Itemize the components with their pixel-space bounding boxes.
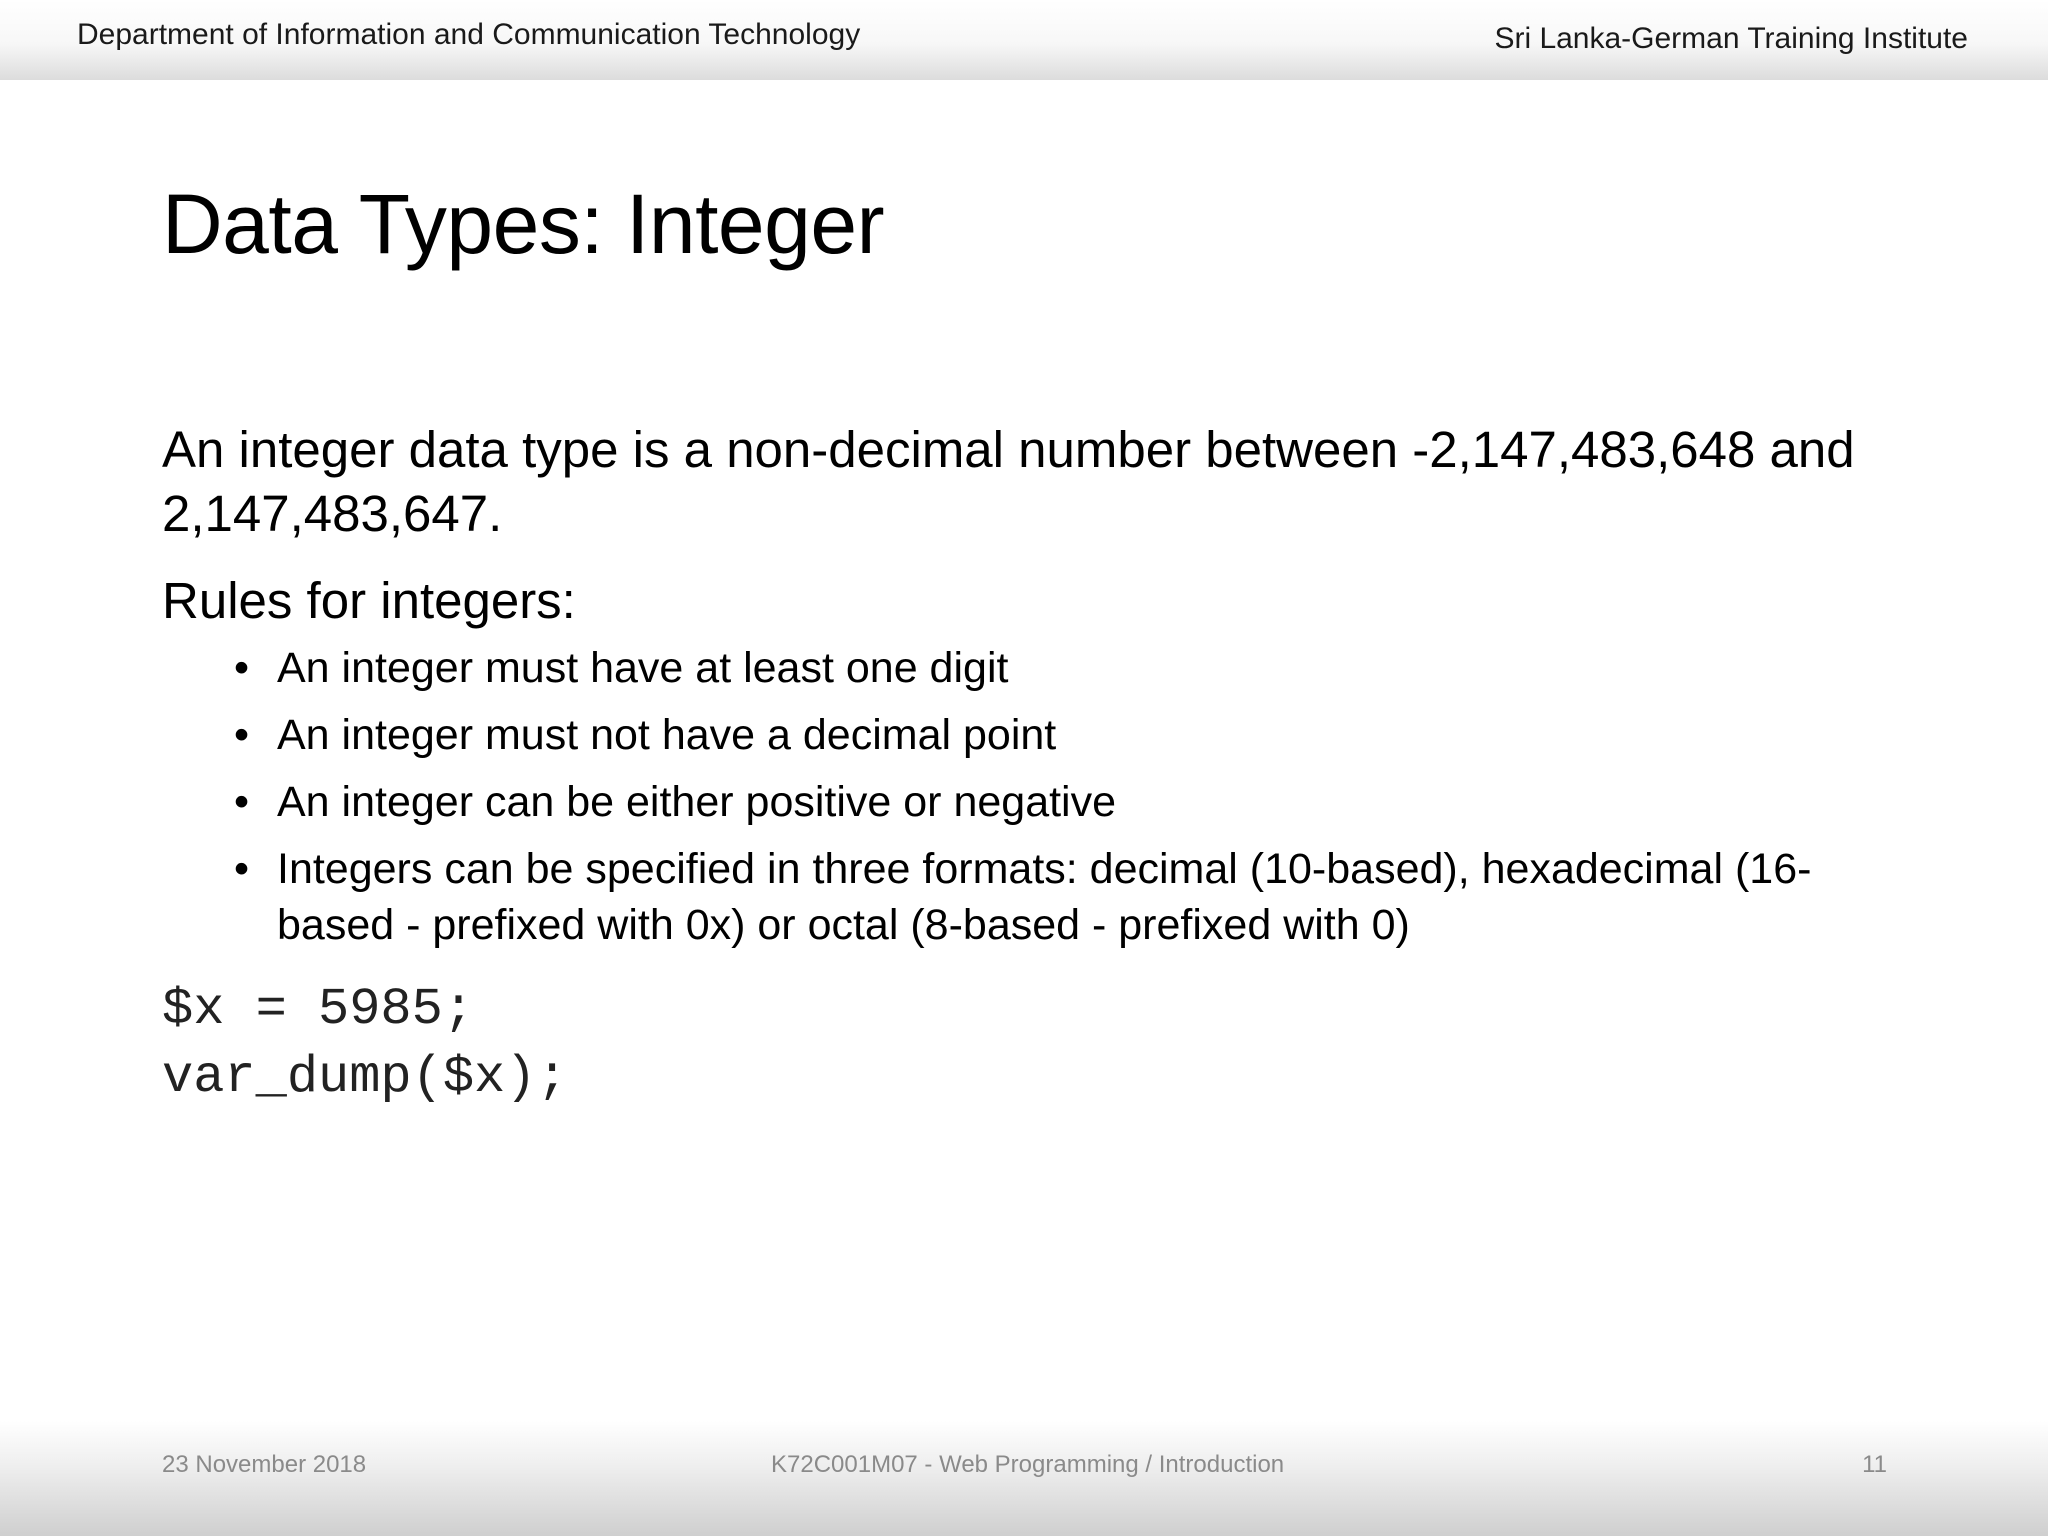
footer-course: K72C001M07 - Web Programming / Introduction (771, 1451, 1285, 1478)
rules-list (162, 640, 1912, 964)
rules-heading: Rules for integers: (162, 572, 576, 629)
rule-item (162, 707, 1912, 763)
rule-text: An integer must have at least one digit (277, 644, 1009, 692)
bullet-icon: • (234, 845, 250, 893)
institute-name: Sri Lanka-German Training Institute (1494, 22, 1968, 55)
page-number: 11 (1862, 1451, 1887, 1478)
rule-text: An integer must not have a decimal point (277, 711, 1057, 759)
intro-paragraph: An integer data type is a non-decimal number between -2,147,483,648 and 2,147,483,647. (162, 421, 1855, 542)
footer-date: 23 November 2018 (162, 1451, 367, 1478)
rule-text: An integer can be either positive or negative (277, 778, 1117, 826)
rule-item (162, 774, 1912, 830)
rule-item (162, 640, 1912, 696)
rule-item (162, 841, 1912, 953)
code-example (162, 976, 568, 1112)
slide-title: Data Types: Integer (162, 177, 885, 271)
code-line: var_dump($x); (162, 1048, 568, 1107)
bullet-icon: • (234, 644, 250, 692)
bullet-icon: • (234, 711, 250, 759)
department-name: Department of Information and Communication Technology (77, 18, 861, 51)
rule-text: Integers can be specified in three formats: decimal (10-based), hexadecimal (16-based - prefixed with 0x) or octal (8-based - prefixed with 0) (277, 845, 1812, 949)
bullet-icon: • (234, 778, 250, 826)
code-line: $x = 5985; (162, 980, 475, 1039)
